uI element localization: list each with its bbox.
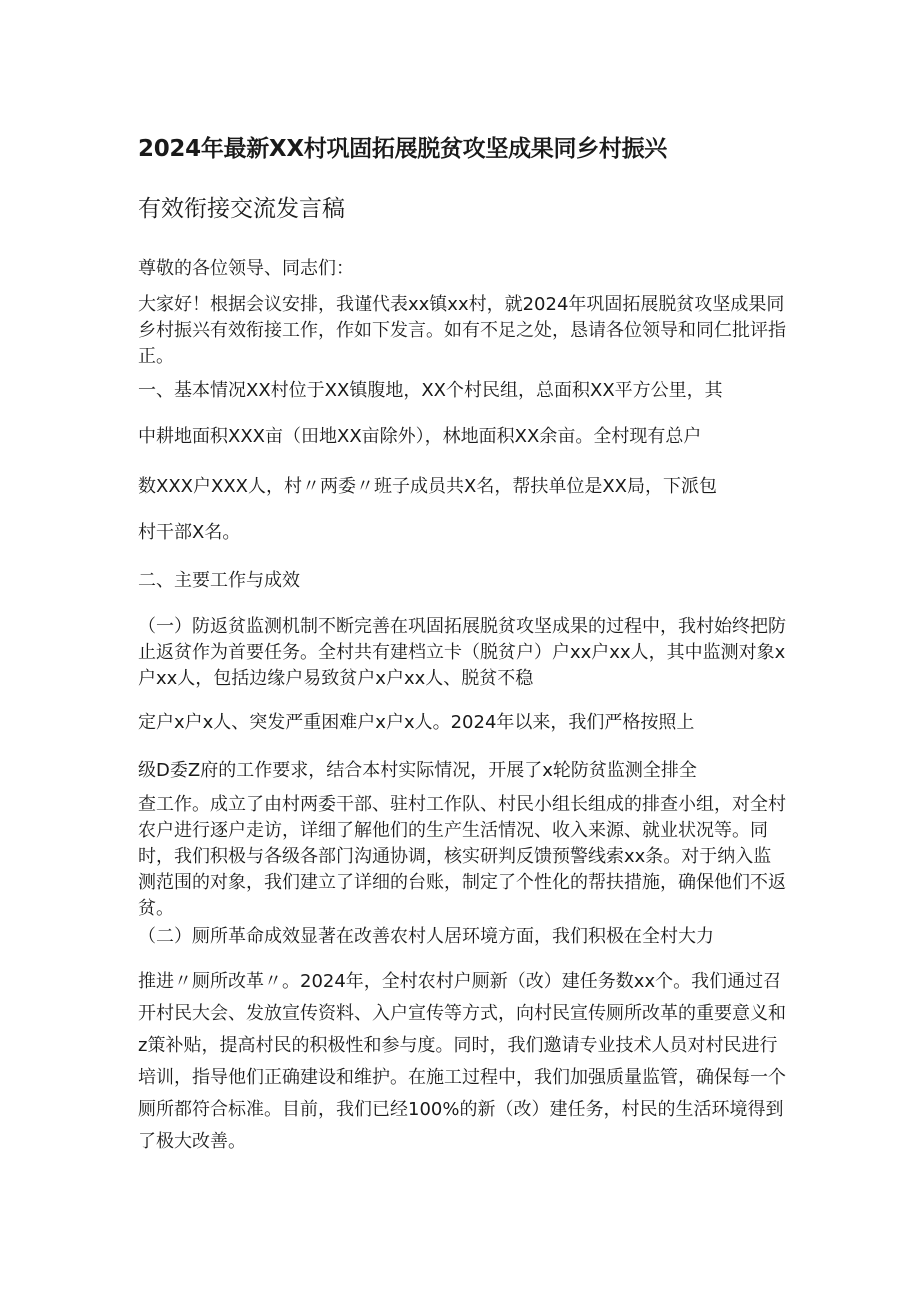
subsection1-paragraph-2: 查工作。成立了由村两委干部、驻村工作队、村民小组长组成的排查小组，对全村农户进行逐户走访，详细了解他们的生产生活情况、收入来源、就业状况等。同时，我们积极与各级各部门沟通协调，核实研判反馈预警线索xx条。对于纳入监测范围的对象，我们建立了详细的台账，制定了个性化的帮扶措施，确保他们不返贫。 bbox=[138, 794, 786, 919]
subsection2-paragraph: 推进〃厕所改革〃。2024年，全村农村户厕新（改）建任务数xx个。我们通过召开村民大会、发放宣传资料、入户宣传等方式，向村民宣传厕所改革的重要意义和z策补贴，提高村民的积极性和参与度。同时，我们邀请专业技术人员对村民进行培训，指导他们正确建设和维护。在施工过程中，我们加强质量监管，确保每一个厕所都符合标准。目前，我们已经100%的新（改）建任务，村民的生活环境得到了极大改善。 bbox=[138, 971, 786, 1152]
section1-line-4: 村干部X名。 bbox=[138, 522, 241, 543]
subsection2-line-1: （二）厕所革命成效显著在改善农村人居环境方面，我们积极在全村大力 bbox=[138, 926, 714, 947]
section2-heading: 二、主要工作与成效 bbox=[138, 570, 300, 591]
section1-line-1: 一、基本情况XX村位于XX镇腹地，XX个村民组，总面积XX平方公里，其 bbox=[138, 380, 723, 401]
subsection1-line-2: 定户x户x人、突发严重困难户x户x人。2024年以来，我们严格按照上 bbox=[138, 712, 695, 733]
greeting: 尊敬的各位领导、同志们： bbox=[138, 258, 354, 279]
document-subtitle: 有效衔接交流发言稿 bbox=[138, 196, 345, 222]
subsection1-paragraph-1: （一）防返贫监测机制不断完善在巩固拓展脱贫攻坚成果的过程中，我村始终把防止返贫作为首要任务。全村共有建档立卡（脱贫户）户xx户xx人，其中监测对象x户xx人，包括边缘户易致贫户x户xx人、脱贫不稳 bbox=[138, 616, 786, 689]
document-title: 2024年最新XX村巩固拓展脱贫攻坚成果同乡村振兴 bbox=[138, 136, 667, 162]
intro-paragraph: 大家好！根据会议安排，我谨代表xx镇xx村，就2024年巩固拓展脱贫攻坚成果同乡村振兴有效衔接工作，作如下发言。如有不足之处，恳请各位领导和同仁批评指正。 bbox=[138, 294, 786, 367]
subsection1-line-3: 级D委Z府的工作要求，结合本村实际情况，开展了x轮防贫监测全排全 bbox=[138, 760, 697, 781]
section1-line-3: 数XXX户XXX人，村〃两委〃班子成员共X名，帮扶单位是XX局，下派包 bbox=[138, 476, 717, 497]
section1-line-2: 中耕地面积XXX亩（田地XX亩除外），林地面积XX余亩。全村现有总户 bbox=[138, 426, 702, 447]
